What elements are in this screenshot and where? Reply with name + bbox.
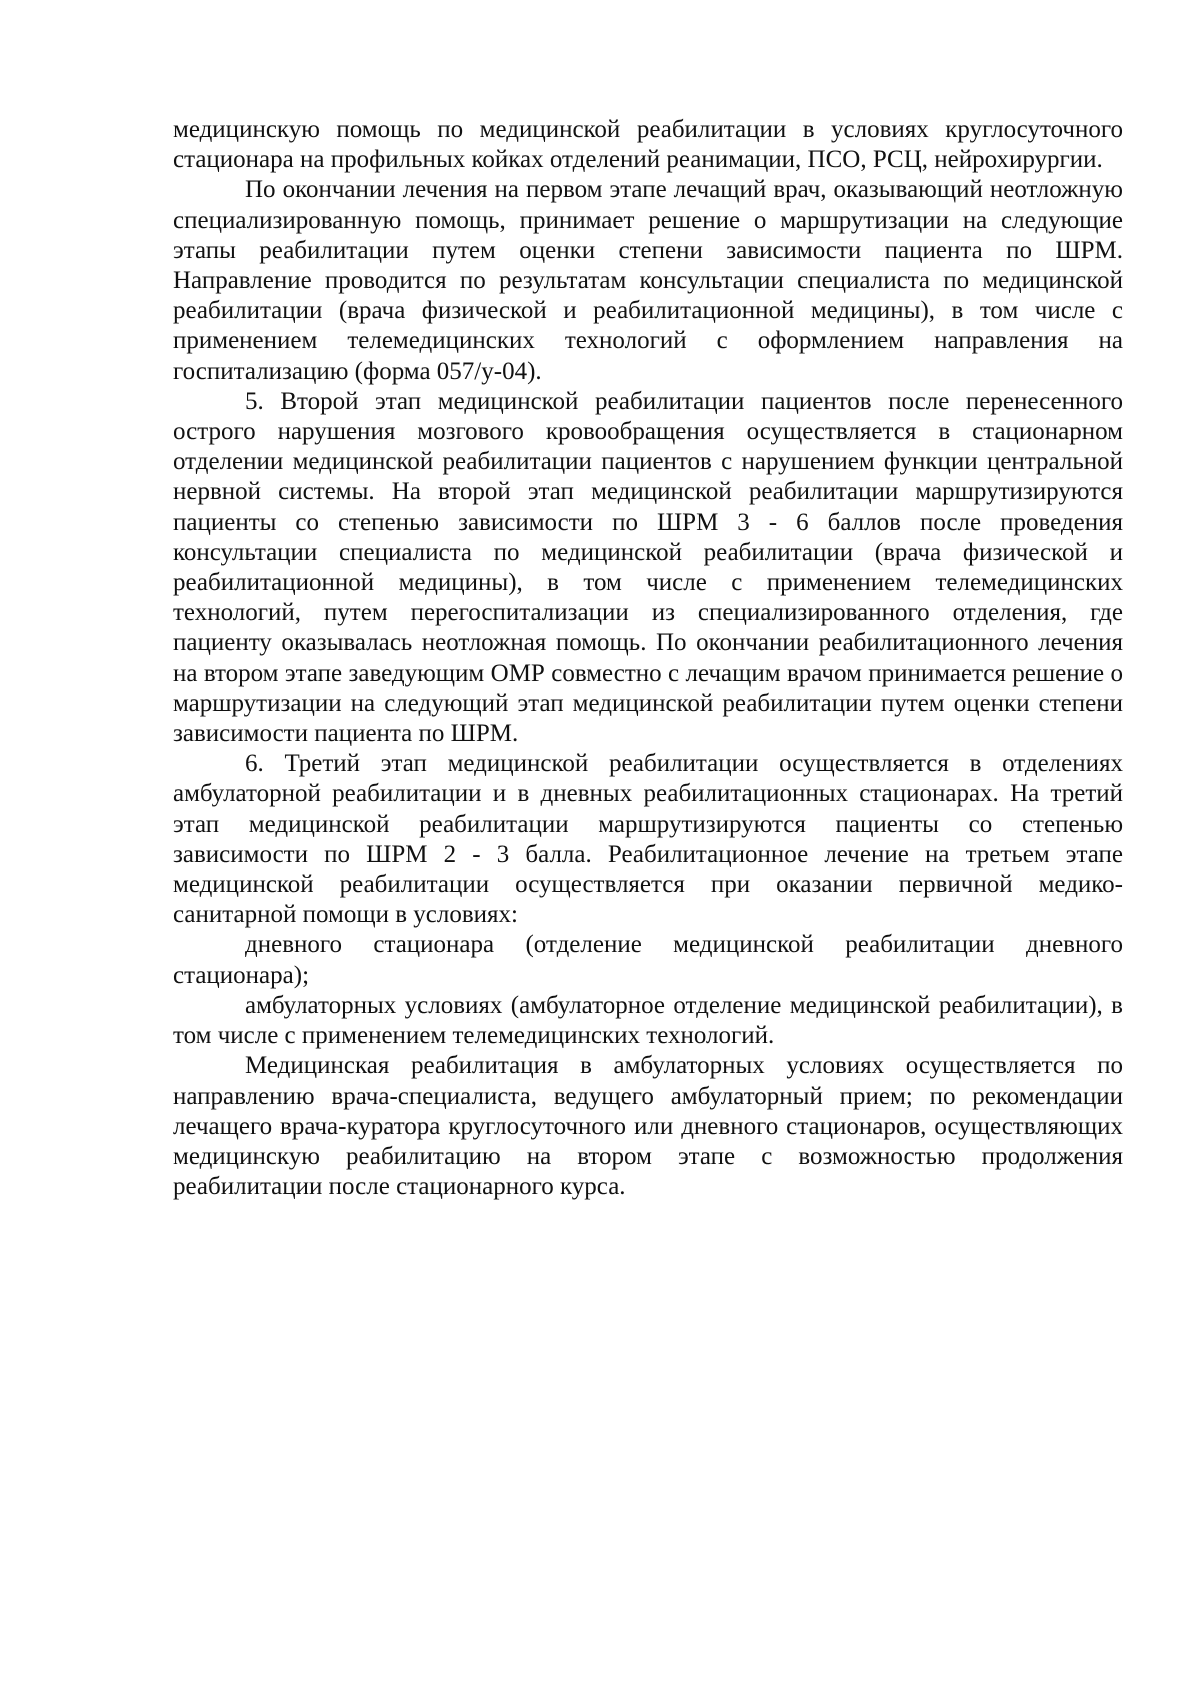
paragraph-item-6-third-stage: 6. Третий этап медицинской реабилитации осуществляется в отделениях амбулаторной реабилитации и в дневных реабилитационных стационарах. На третий этап медицинской реабилитации маршрутизируются пациенты со степенью зависимости по ШРМ 2 - 3 балла. Реабилитационное лечение на третьем этапе медицинской реабилитации осуществляется при оказании первичной медико-санитарной помощи в условиях: (173, 750, 1123, 929)
document-body (173, 115, 1123, 1202)
paragraph-day-hospital: дневного стационара (отделение медицинской реабилитации дневного стационара); (173, 931, 1123, 989)
paragraph-first-stage-routing: По окончании лечения на первом этапе лечащий врач, оказывающий неотложную специализированную помощь, принимает решение о маршрутизации на следующие этапы реабилитации путем оценки степени зависимости пациента по ШРМ. Направление проводится по результатам консультации специалиста по медицинской реабилитации (врача физической и реабилитационной медицины), в том числе с применением телемедицинских технологий с оформлением направления на госпитализацию (форма 057/у-04). (173, 176, 1123, 385)
paragraph-outpatient-rehabilitation: Медицинская реабилитация в амбулаторных условиях осуществляется по направлению врача-специалиста, ведущего амбулаторный прием; по рекомендации лечащего врача-куратора круглосуточного или дневного стационаров, осуществляющих медицинскую реабилитацию на втором этапе с возможностью продолжения реабилитации после стационарного курса. (173, 1052, 1123, 1201)
paragraph-continuation: медицинскую помощь по медицинской реабилитации в условиях круглосуточного стационара на профильных койках отделений реанимации, ПСО, РСЦ, нейрохирургии. (173, 116, 1123, 174)
paragraph-item-5-second-stage: 5. Второй этап медицинской реабилитации пациентов после перенесенного острого нарушения мозгового кровообращения осуществляется в стационарном отделении медицинской реабилитации пациентов с нарушением функции центральной нервной системы. На второй этап медицинской реабилитации маршрутизируются пациенты со степенью зависимости по ШРМ 3 - 6 баллов после проведения консультации специалиста по медицинской реабилитации (врача физической и реабилитационной медицины), в том числе с применением телемедицинских технологий, путем перегоспитализации из специализированного отделения, где пациенту оказывалась неотложная помощь. По окончании реабилитационного лечения на втором этапе заведующим ОМР совместно с лечащим врачом принимается решение о маршрутизации на следующий этап медицинской реабилитации путем оценки степени зависимости пациента по ШРМ. (173, 387, 1123, 748)
paragraph-outpatient-conditions: амбулаторных условиях (амбулаторное отделение медицинской реабилитации), в том числе с применением телемедицинских технологий. (173, 991, 1123, 1050)
